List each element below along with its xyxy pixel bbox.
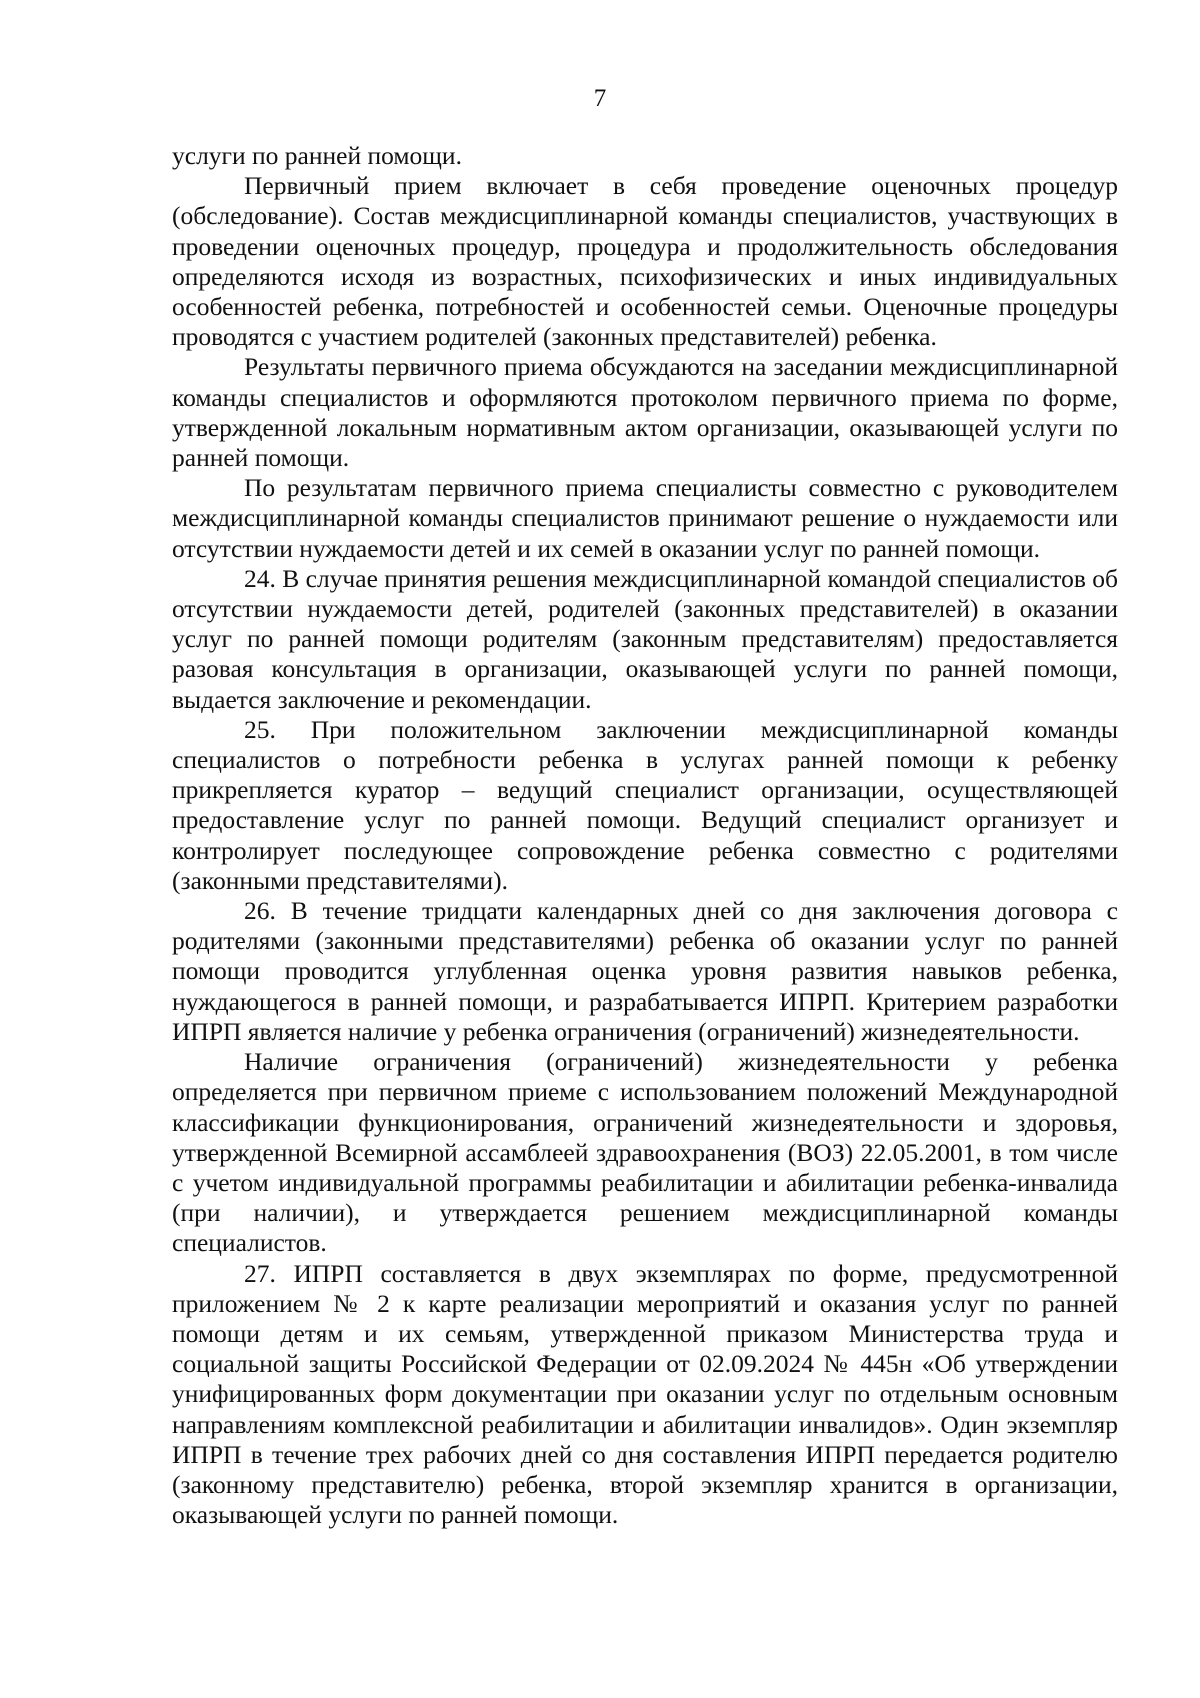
- paragraph-item-25: 25. При положительном заключении междисциплинарной команды специалистов о потребности ребенка в услугах ранней помощи к ребенку прикрепляется куратор – ведущий специалист организации, осуществляющей предоставление услуг по ранней помощи. Ведущий специалист организует и контролирует последующее сопровождение ребенка совместно с родителями (законными представителями).: [172, 714, 1118, 895]
- paragraph-primary-intake: Первичный прием включает в себя проведение оценочных процедур (обследование). Состав междисциплинарной команды специалистов, участвующих в проведении оценочных процедур, процедура и продолжительность обследования определяются исходя из возрастных, психофизических и иных индивидуальных особенностей ребенка, потребностей и особенностей семьи. Оценочные процедуры проводятся с участием родителей (законных представителей) ребенка.: [172, 171, 1118, 352]
- paragraph-limitations: Наличие ограничения (ограничений) жизнедеятельности у ребенка определяется при первичном приеме с использованием положений Международной классификации функционирования, ограничений жизнедеятельности и здоровья, утвержденной Всемирной ассамблеей здравоохранения (ВОЗ) 22.05.2001, в том числе с учетом индивидуальной программы реабилитации и абилитации ребенка-инвалида (при наличии), и утверждается решением междисциплинарной команды специалистов.: [172, 1047, 1118, 1258]
- page-number: 7: [593, 85, 607, 112]
- document-body: [172, 141, 1118, 1530]
- paragraph-need-decision: По результатам первичного приема специалисты совместно с руководителем междисциплинарной команды специалистов принимают решение о нуждаемости или отсутствии нуждаемости детей и их семей в оказании услуг по ранней помощи.: [172, 473, 1118, 563]
- paragraph-item-24: 24. В случае принятия решения междисциплинарной командой специалистов об отсутствии нуждаемости детей, родителей (законных представителей) в оказании услуг по ранней помощи родителям (законным представителям) предоставляется разовая консультация в организации, оказывающей услуги по ранней помощи, выдается заключение и рекомендации.: [172, 563, 1118, 714]
- paragraph-intake-results: Результаты первичного приема обсуждаются на заседании междисциплинарной команды специалистов и оформляются протоколом первичного приема по форме, утвержденной локальным нормативным актом организации, оказывающей услуги по ранней помощи.: [172, 352, 1118, 473]
- paragraph-continuation: услуги по ранней помощи.: [172, 141, 462, 170]
- paragraph-item-27: 27. ИПРП составляется в двух экземплярах по форме, предусмотренной приложением № 2 к карте реализации мероприятий и оказания услуг по ранней помощи детям и их семьям, утвержденной приказом Министерства труда и социальной защиты Российской Федерации от 02.09.2024 № 445н «Об утверждении унифицированных форм документации при оказании услуг по отдельным основным направлениям комплексной реабилитации и абилитации инвалидов». Один экземпляр ИПРП в течение трех рабочих дней со дня составления ИПРП передается родителю (законному представителю) ребенка, второй экземпляр хранится в организации, оказывающей услуги по ранней помощи.: [172, 1258, 1118, 1530]
- paragraph-item-26: 26. В течение тридцати календарных дней со дня заключения договора с родителями (законными представителями) ребенка об оказании услуг по ранней помощи проводится углубленная оценка уровня развития навыков ребенка, нуждающегося в ранней помощи, и разрабатывается ИПРП. Критерием разработки ИПРП является наличие у ребенка ограничения (ограничений) жизнедеятельности.: [172, 896, 1118, 1046]
